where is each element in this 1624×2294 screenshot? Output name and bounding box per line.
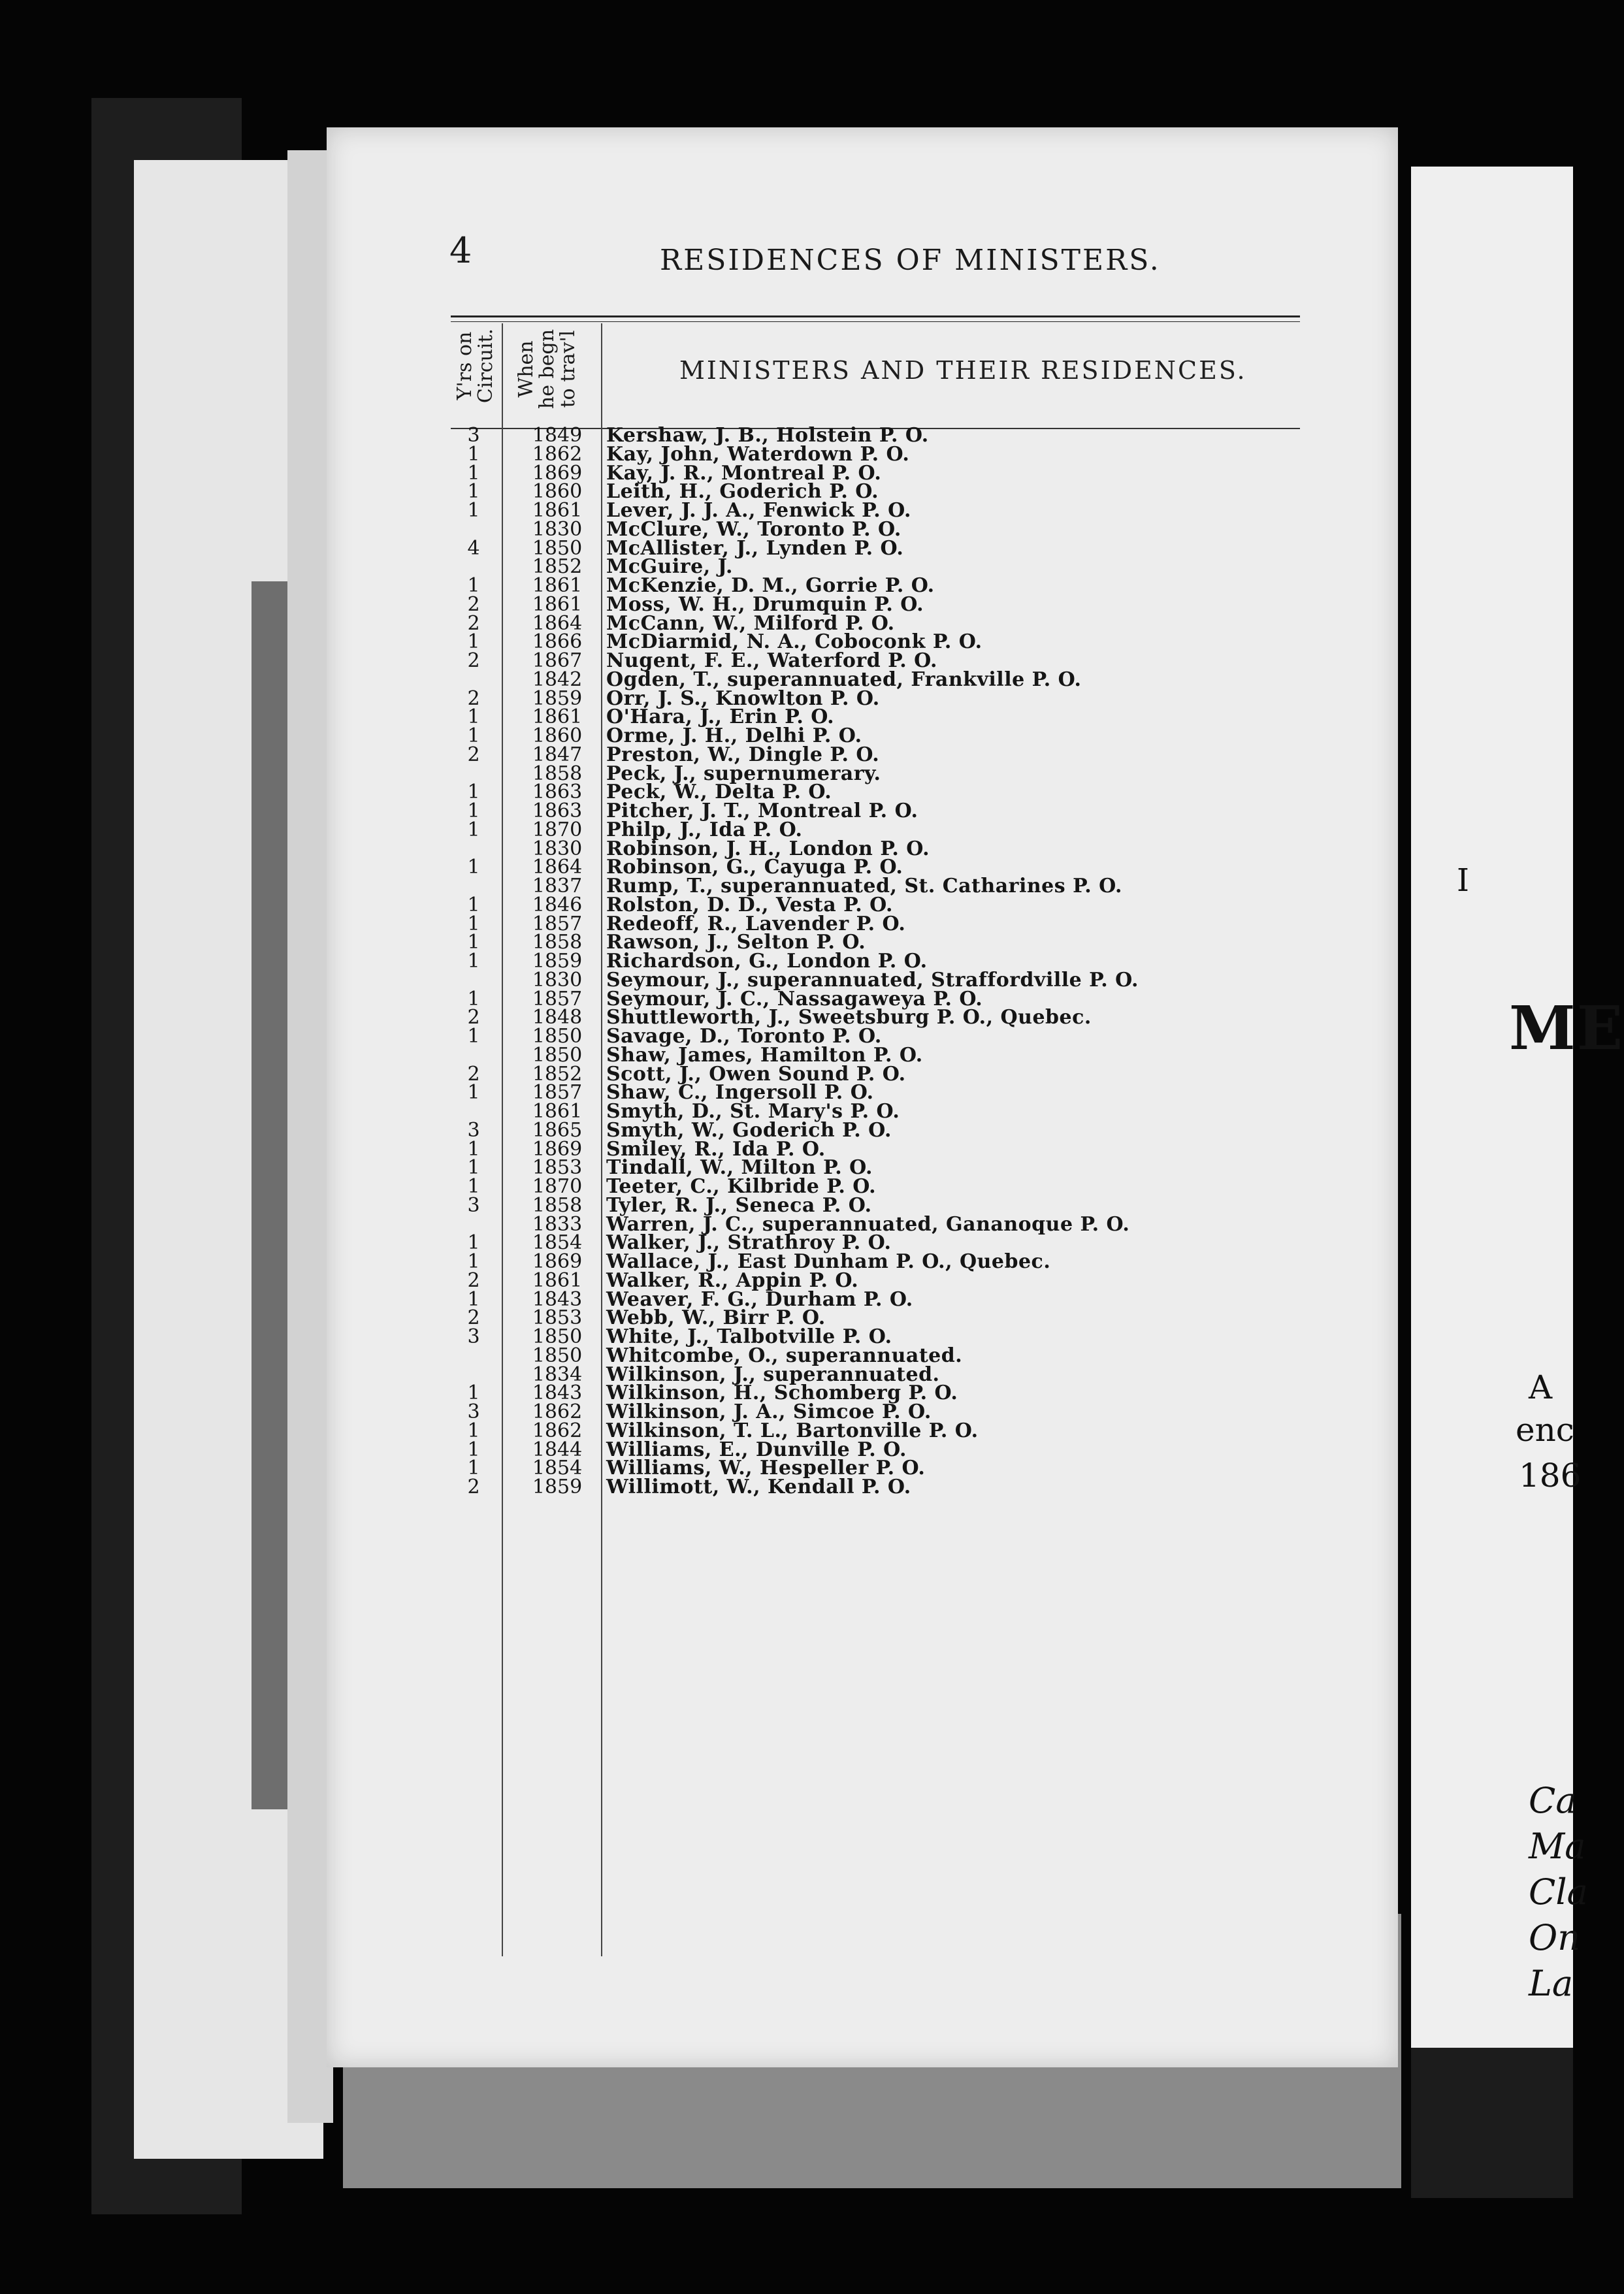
table-row — [444, 1006, 1372, 1029]
column-header-years-on-circuit: Y'rs on Circuit. — [453, 328, 497, 404]
minister-residence-cell: Smiley, R., Ida P. O. — [606, 1137, 826, 1161]
book-binding-strip — [252, 581, 289, 1809]
year-began-cell: 1830 — [532, 968, 583, 992]
table-row — [444, 743, 1372, 766]
year-began-cell: 1834 — [532, 1363, 583, 1386]
ministers-list — [444, 424, 1372, 1498]
fragment-italic: On — [1529, 1917, 1581, 1958]
minister-residence-cell: Wilkinson, H., Schomberg P. O. — [606, 1381, 958, 1405]
minister-residence-cell: Wallace, J., East Dunham P. O., Quebec. — [606, 1250, 1051, 1273]
years-on-circuit-cell: 1 — [467, 724, 480, 747]
year-began-cell: 1866 — [532, 630, 583, 654]
years-on-circuit-cell: 1 — [467, 1081, 480, 1105]
minister-residence-cell: Preston, W., Dingle P. O. — [606, 743, 880, 766]
table-row — [444, 1306, 1372, 1330]
year-began-cell: 1850 — [532, 1043, 583, 1067]
minister-residence-cell: Willimott, W., Kendall P. O. — [606, 1476, 911, 1498]
minister-residence-cell: Robinson, J. H., London P. O. — [606, 837, 930, 860]
year-began-cell: 1862 — [532, 442, 583, 466]
years-on-circuit-cell: 1 — [467, 1287, 480, 1311]
year-began-cell: 1843 — [532, 1287, 583, 1311]
years-on-circuit-cell: 2 — [467, 743, 480, 766]
minister-residence-cell: Seymour, J., superannuated, Straffordville P. O. — [606, 968, 1139, 992]
table-row — [444, 877, 1372, 896]
minister-residence-cell: Peck, W., Delta P. O. — [606, 781, 832, 804]
year-began-cell: 1858 — [532, 1193, 583, 1217]
year-began-cell: 1858 — [532, 762, 583, 785]
years-on-circuit-cell: 1 — [467, 630, 480, 654]
years-on-circuit-cell: 2 — [467, 1006, 480, 1029]
minister-residence-cell: Wilkinson, J., superannuated. — [606, 1363, 940, 1386]
years-on-circuit-cell: 1 — [467, 1156, 480, 1180]
page-header: RESIDENCES OF MINISTERS. — [660, 244, 1161, 277]
minister-residence-cell: Nugent, F. E., Waterford P. O. — [606, 649, 937, 672]
year-began-cell: 1849 — [532, 424, 583, 447]
year-began-cell: 1852 — [532, 555, 583, 579]
minister-residence-cell: Shaw, C., Ingersoll P. O. — [606, 1081, 874, 1105]
table-row — [444, 1156, 1372, 1180]
years-on-circuit-cell: 1 — [467, 1175, 480, 1198]
table-row — [444, 1250, 1372, 1273]
year-began-cell: 1844 — [532, 1438, 583, 1461]
year-began-cell: 1846 — [532, 893, 583, 916]
year-began-cell: 1843 — [532, 1381, 583, 1405]
year-began-cell: 1867 — [532, 649, 583, 672]
minister-residence-cell: Richardson, G., London P. O. — [606, 950, 928, 973]
minister-residence-cell: McClure, W., Toronto P. O. — [606, 517, 901, 541]
year-began-cell: 1850 — [532, 1344, 583, 1367]
year-began-cell: 1857 — [532, 912, 583, 935]
table-row — [444, 536, 1372, 560]
years-on-circuit-cell: 1 — [467, 1250, 480, 1273]
years-on-circuit-cell: 3 — [467, 1325, 480, 1348]
table-row — [444, 499, 1372, 522]
years-on-circuit-cell: 1 — [467, 856, 480, 879]
year-began-cell: 1859 — [532, 687, 583, 710]
years-on-circuit-cell: 2 — [467, 592, 480, 616]
years-on-circuit-cell: 3 — [467, 1193, 480, 1217]
year-began-cell: 1853 — [532, 1306, 583, 1330]
minister-residence-cell: Tyler, R. J., Seneca P. O. — [606, 1193, 872, 1217]
fragment-text: enc — [1516, 1411, 1574, 1449]
table-row — [444, 461, 1372, 485]
fragment-italic: La — [1529, 1963, 1574, 2004]
year-began-cell: 1861 — [532, 1268, 583, 1292]
minister-residence-cell: Walker, J., Strathroy P. O. — [606, 1231, 892, 1255]
years-on-circuit-cell: 1 — [467, 1137, 480, 1161]
table-row — [444, 1175, 1372, 1198]
table-row — [444, 912, 1372, 935]
table-row — [444, 1081, 1372, 1105]
table-row — [444, 517, 1372, 541]
minister-residence-cell: Rawson, J., Selton P. O. — [606, 931, 866, 954]
year-began-cell: 1853 — [532, 1156, 583, 1180]
years-on-circuit-cell: 4 — [467, 536, 480, 560]
table-row — [444, 893, 1372, 916]
table-row — [444, 668, 1372, 691]
table-row — [444, 592, 1372, 616]
year-began-cell: 1854 — [532, 1457, 583, 1480]
year-began-cell: 1861 — [532, 705, 583, 729]
minister-residence-cell: Robinson, G., Cayuga P. O. — [606, 856, 903, 879]
years-on-circuit-cell: 2 — [467, 611, 480, 635]
year-began-cell: 1850 — [532, 1325, 583, 1348]
fragment-title: ME — [1509, 993, 1624, 1063]
years-on-circuit-cell: 1 — [467, 818, 480, 841]
minister-residence-cell: Ogden, T., superannuated, Frankville P. O. — [606, 668, 1082, 691]
right-page-shadow — [1411, 2048, 1573, 2198]
year-began-cell: 1850 — [532, 536, 583, 560]
minister-residence-cell: Kay, John, Waterdown P. O. — [606, 442, 910, 466]
table-row — [444, 687, 1372, 710]
fragment-text: 186 — [1519, 1457, 1582, 1494]
year-began-cell: 1859 — [532, 950, 583, 973]
minister-residence-cell: Philp, J., Ida P. O. — [606, 818, 803, 841]
year-began-cell: 1870 — [532, 1175, 583, 1198]
year-began-cell: 1857 — [532, 987, 583, 1010]
years-on-circuit-cell: 1 — [467, 950, 480, 973]
years-on-circuit-cell: 2 — [467, 687, 480, 710]
minister-residence-cell: White, J., Talbotville P. O. — [606, 1325, 892, 1348]
year-began-cell: 1859 — [532, 1476, 583, 1498]
minister-residence-cell: Warren, J. C., superannuated, Gananoque P. O. — [606, 1212, 1130, 1236]
minister-residence-cell: Lever, J. J. A., Fenwick P. O. — [606, 499, 911, 522]
table-row — [444, 837, 1372, 860]
table-row — [444, 705, 1372, 729]
table-row — [444, 1062, 1372, 1086]
years-on-circuit-cell: 1 — [467, 499, 480, 522]
year-began-cell: 1860 — [532, 480, 583, 504]
year-began-cell: 1847 — [532, 743, 583, 766]
fragment-italic: Ma — [1529, 1826, 1586, 1867]
page-number: 4 — [449, 230, 472, 271]
years-on-circuit-cell: 3 — [467, 1400, 480, 1423]
table-row — [444, 1118, 1372, 1142]
table-row — [444, 724, 1372, 747]
table-row — [444, 1419, 1372, 1442]
year-began-cell: 1863 — [532, 781, 583, 804]
minister-residence-cell: Wilkinson, J. A., Simcoe P. O. — [606, 1400, 932, 1423]
years-on-circuit-cell: 3 — [467, 424, 480, 447]
year-began-cell: 1863 — [532, 800, 583, 822]
year-began-cell: 1857 — [532, 1081, 583, 1105]
years-on-circuit-cell: 1 — [467, 1438, 480, 1461]
minister-residence-cell: Peck, J., supernumerary. — [606, 762, 881, 785]
fragment-text: I — [1457, 862, 1469, 899]
minister-residence-cell: McAllister, J., Lynden P. O. — [606, 536, 904, 560]
year-began-cell: 1864 — [532, 611, 583, 635]
year-began-cell: 1852 — [532, 1062, 583, 1086]
table-row — [444, 1478, 1372, 1497]
minister-residence-cell: Orme, J. H., Delhi P. O. — [606, 724, 862, 747]
minister-residence-cell: McDiarmid, N. A., Coboconk P. O. — [606, 630, 983, 654]
minister-residence-cell: Seymour, J. C., Nassagaweya P. O. — [606, 987, 983, 1010]
minister-residence-cell: Williams, E., Dunville P. O. — [606, 1438, 907, 1461]
minister-residence-cell: Rump, T., superannuated, St. Catharines P. O. — [606, 875, 1122, 897]
minister-residence-cell: Shaw, James, Hamilton P. O. — [606, 1043, 923, 1067]
year-began-cell: 1837 — [532, 875, 583, 897]
minister-residence-cell: McCann, W., Milford P. O. — [606, 611, 895, 635]
years-on-circuit-cell: 2 — [467, 1476, 480, 1498]
year-began-cell: 1861 — [532, 574, 583, 597]
table-row — [444, 762, 1372, 785]
years-on-circuit-cell: 2 — [467, 1062, 480, 1086]
years-on-circuit-cell: 1 — [467, 1457, 480, 1480]
minister-residence-cell: Savage, D., Toronto P. O. — [606, 1025, 882, 1048]
years-on-circuit-cell: 1 — [467, 987, 480, 1010]
year-began-cell: 1861 — [532, 499, 583, 522]
year-began-cell: 1833 — [532, 1212, 583, 1236]
minister-residence-cell: Scott, J., Owen Sound P. O. — [606, 1062, 906, 1086]
years-on-circuit-cell: 1 — [467, 461, 480, 485]
year-began-cell: 1848 — [532, 1006, 583, 1029]
year-began-cell: 1860 — [532, 724, 583, 747]
year-began-cell: 1869 — [532, 1137, 583, 1161]
minister-residence-cell: Weaver, F. G., Durham P. O. — [606, 1287, 913, 1311]
years-on-circuit-cell: 1 — [467, 800, 480, 822]
table-row — [444, 1043, 1372, 1067]
year-began-cell: 1850 — [532, 1025, 583, 1048]
fragment-italic: Ca — [1529, 1780, 1577, 1821]
minister-residence-cell: Walker, R., Appin P. O. — [606, 1268, 859, 1292]
column-header-when-began: When he begn to trav'l — [515, 329, 579, 410]
minister-residence-cell: Tindall, W., Milton P. O. — [606, 1156, 873, 1180]
years-on-circuit-cell: 1 — [467, 1419, 480, 1442]
minister-residence-cell: Whitcombe, O., superannuated. — [606, 1344, 963, 1367]
year-began-cell: 1830 — [532, 517, 583, 541]
years-on-circuit-cell: 1 — [467, 705, 480, 729]
fragment-text: A — [1529, 1368, 1553, 1406]
years-on-circuit-cell: 1 — [467, 912, 480, 935]
minister-residence-cell: McGuire, J. — [606, 555, 733, 579]
year-began-cell: 1854 — [532, 1231, 583, 1255]
years-on-circuit-cell: 2 — [467, 1306, 480, 1330]
minister-residence-cell: Smyth, D., St. Mary's P. O. — [606, 1100, 900, 1123]
minister-residence-cell: Smyth, W., Goderich P. O. — [606, 1118, 892, 1142]
years-on-circuit-cell: 1 — [467, 1231, 480, 1255]
year-began-cell: 1858 — [532, 931, 583, 954]
minister-residence-cell: Orr, J. S., Knowlton P. O. — [606, 687, 880, 710]
fragment-italic: Cla — [1529, 1871, 1588, 1913]
minister-residence-cell: Kershaw, J. B., Holstein P. O. — [606, 424, 929, 447]
minister-residence-cell: Teeter, C., Kilbride P. O. — [606, 1175, 877, 1198]
minister-residence-cell: Leith, H., Goderich P. O. — [606, 480, 879, 504]
table-row — [444, 1100, 1372, 1123]
year-began-cell: 1870 — [532, 818, 583, 841]
years-on-circuit-cell: 1 — [467, 1381, 480, 1405]
years-on-circuit-cell: 3 — [467, 1118, 480, 1142]
minister-residence-cell: McKenzie, D. M., Gorrie P. O. — [606, 574, 935, 597]
minister-residence-cell: Williams, W., Hespeller P. O. — [606, 1457, 926, 1480]
minister-residence-cell: Rolston, D. D., Vesta P. O. — [606, 893, 893, 916]
table-row — [444, 1287, 1372, 1311]
minister-residence-cell: Moss, W. H., Drumquin P. O. — [606, 592, 924, 616]
table-row — [444, 1212, 1372, 1236]
years-on-circuit-cell: 1 — [467, 1025, 480, 1048]
year-began-cell: 1861 — [532, 1100, 583, 1123]
table-row — [444, 1137, 1372, 1161]
left-page — [327, 127, 1398, 2067]
year-began-cell: 1864 — [532, 856, 583, 879]
column-header-ministers: MINISTERS AND THEIR RESIDENCES. — [679, 356, 1247, 385]
minister-residence-cell: Wilkinson, T. L., Bartonville P. O. — [606, 1419, 979, 1442]
years-on-circuit-cell: 1 — [467, 893, 480, 916]
years-on-circuit-cell: 1 — [467, 781, 480, 804]
year-began-cell: 1862 — [532, 1400, 583, 1423]
minister-residence-cell: Shuttleworth, J., Sweetsburg P. O., Quebec. — [606, 1006, 1092, 1029]
year-began-cell: 1861 — [532, 592, 583, 616]
table-row — [444, 802, 1372, 821]
year-began-cell: 1869 — [532, 461, 583, 485]
year-began-cell: 1862 — [532, 1419, 583, 1442]
minister-residence-cell: Redeoff, R., Lavender P. O. — [606, 912, 906, 935]
years-on-circuit-cell: 1 — [467, 480, 480, 504]
years-on-circuit-cell: 2 — [467, 649, 480, 672]
year-began-cell: 1865 — [532, 1118, 583, 1142]
minister-residence-cell: Pitcher, J. T., Montreal P. O. — [606, 800, 918, 822]
year-began-cell: 1830 — [532, 837, 583, 860]
minister-residence-cell: Webb, W., Birr P. O. — [606, 1306, 826, 1330]
right-page-fragment — [1411, 167, 1624, 2048]
minister-residence-cell: O'Hara, J., Erin P. O. — [606, 705, 835, 729]
years-on-circuit-cell: 1 — [467, 931, 480, 954]
years-on-circuit-cell: 1 — [467, 442, 480, 466]
years-on-circuit-cell: 1 — [467, 574, 480, 597]
year-began-cell: 1869 — [532, 1250, 583, 1273]
table-row — [444, 442, 1372, 466]
years-on-circuit-cell: 2 — [467, 1268, 480, 1292]
minister-residence-cell: Kay, J. R., Montreal P. O. — [606, 461, 882, 485]
year-began-cell: 1842 — [532, 668, 583, 691]
